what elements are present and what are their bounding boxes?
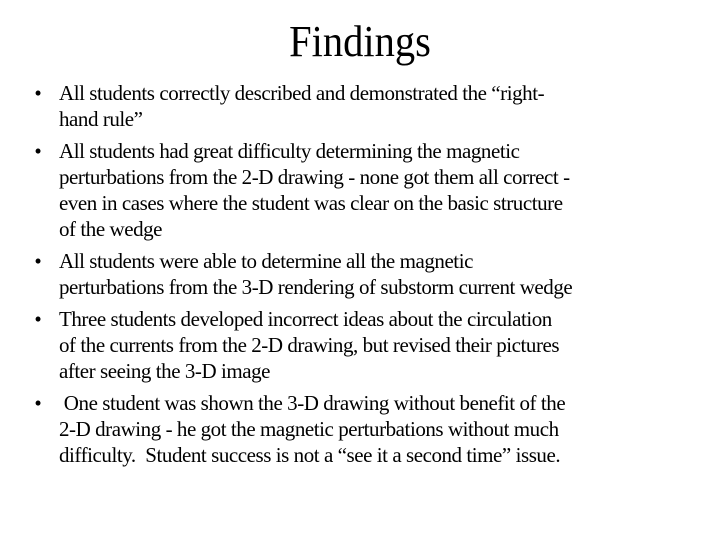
bullet-text (59, 390, 700, 468)
bullet-item-one-student (30, 390, 700, 468)
bullet-icon: • (34, 249, 42, 273)
bullet-line: 2-D drawing - he got the magnetic perturbations without much (59, 417, 559, 441)
bullet-line: difficulty. Student success is not a “see it a second time” issue. (59, 443, 561, 467)
bullet-text (59, 80, 700, 132)
bullet-line: of the wedge (59, 217, 163, 241)
bullet-line: perturbations from the 3-D rendering of substorm current wedge (59, 275, 573, 299)
bullet-item-3d-success (30, 248, 700, 300)
bullet-icon: • (34, 81, 42, 105)
bullet-item-right-hand-rule (30, 80, 700, 132)
bullet-line: hand rule” (59, 107, 143, 131)
bullet-item-revised-ideas (30, 306, 700, 384)
bullet-text (59, 248, 700, 300)
bullet-text (59, 138, 700, 242)
bullet-line: Three students developed incorrect ideas about the circulation (59, 307, 552, 331)
bullet-line: One student was shown the 3-D drawing without benefit of the (59, 391, 566, 415)
bullet-line: perturbations from the 2-D drawing - none got them all correct - (59, 165, 570, 189)
bullet-icon: • (34, 307, 42, 331)
bullet-line: All students correctly described and demonstrated the “right- (59, 81, 545, 105)
bullet-line: after seeing the 3-D image (59, 359, 271, 383)
bullet-icon: • (34, 391, 42, 415)
bullet-text (59, 306, 700, 384)
slide-title: Findings (289, 17, 431, 66)
bullet-line: even in cases where the student was clear on the basic structure (59, 191, 563, 215)
bullet-line: All students were able to determine all the magnetic (59, 249, 473, 273)
bullet-item-2d-difficulty (30, 138, 700, 242)
bullet-line: of the currents from the 2-D drawing, but revised their pictures (59, 333, 560, 357)
bullet-icon: • (34, 139, 42, 163)
bullet-line: All students had great difficulty determining the magnetic (59, 139, 520, 163)
findings-list (30, 80, 700, 474)
